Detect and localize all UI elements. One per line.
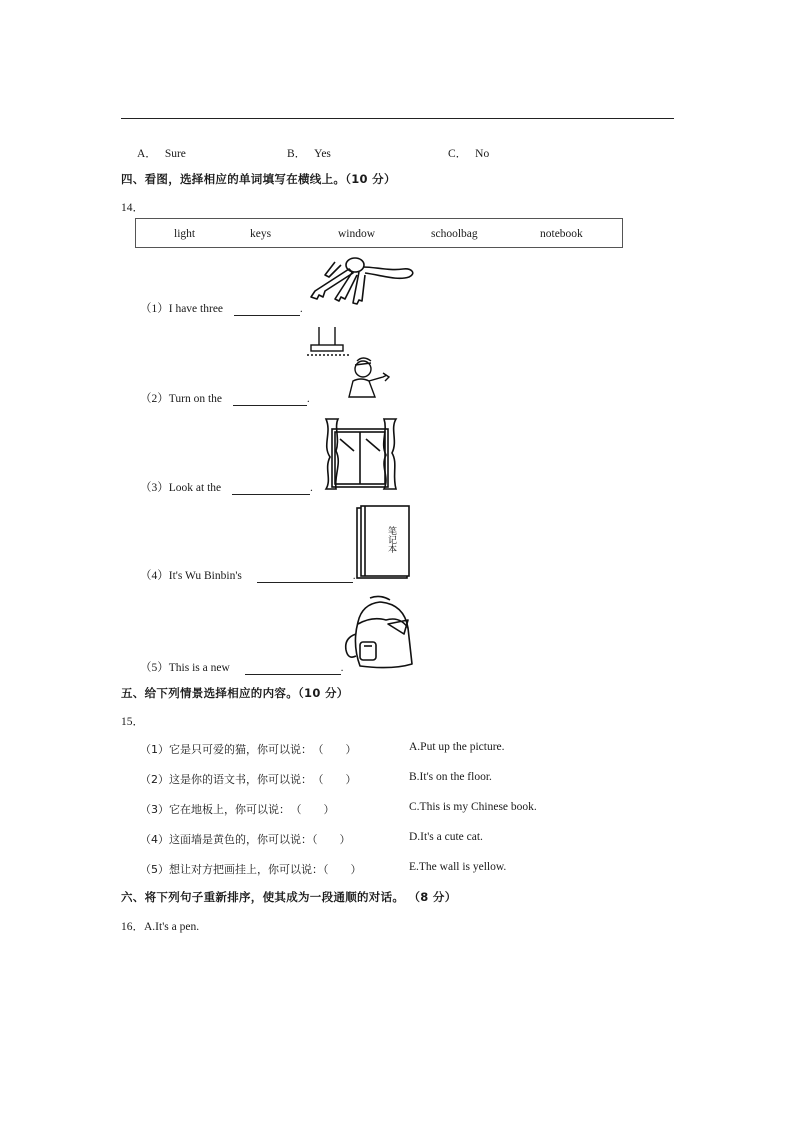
match-option-a: A.Put up the picture.	[409, 741, 505, 753]
answer-blank[interactable]	[233, 393, 307, 406]
option-c: C． No	[448, 148, 490, 160]
section6-heading: 六、将下列句子重新排序，使其成为一段通顺的对话。 （8 分）	[121, 890, 457, 904]
word-bank-item: notebook	[540, 228, 583, 240]
match-option-c: C.This is my Chinese book.	[409, 801, 537, 813]
light-picture	[305, 325, 395, 403]
answer-blank[interactable]	[232, 482, 310, 495]
question-number-14: 14．	[121, 202, 144, 214]
fill-item-2: （2）Turn on the .	[140, 393, 310, 405]
answer-paren[interactable]: （ ）	[296, 803, 335, 816]
word-bank-item: light	[174, 228, 196, 240]
notebook-cover-label: 笔记本	[386, 526, 396, 553]
schoolbag-picture	[342, 594, 416, 670]
match-option-e: E.The wall is yellow.	[409, 861, 507, 873]
fill-item-3: （3）Look at the .	[140, 482, 313, 494]
option-a: A． Sure	[137, 148, 186, 160]
window-picture	[318, 415, 404, 491]
question-16: 16．A.It's a pen.	[121, 921, 200, 933]
match-item-5: （5）想让对方把画挂上，你可以说：（ ）	[140, 863, 362, 876]
match-option-b: B.It's on the floor.	[409, 771, 492, 783]
answer-blank[interactable]	[234, 303, 300, 316]
word-bank-item: schoolbag	[431, 228, 478, 240]
answer-paren[interactable]: （ ）	[312, 833, 351, 846]
answer-blank[interactable]	[245, 662, 341, 675]
answer-paren[interactable]: （ ）	[323, 863, 362, 876]
match-item-2: （2）这是你的语文书，你可以说： （ ）	[140, 773, 357, 786]
match-item-1: （1）它是只可爱的猫，你可以说： （ ）	[140, 743, 357, 756]
match-item-3: （3）它在地板上，你可以说： （ ）	[140, 803, 335, 816]
match-option-d: D.It's a cute cat.	[409, 831, 483, 843]
answer-paren[interactable]: （ ）	[318, 743, 357, 756]
fill-item-4: （4）It's Wu Binbin's .	[140, 570, 356, 582]
keys-picture	[305, 253, 420, 308]
word-bank-item: window	[338, 228, 376, 240]
header-rule	[121, 118, 674, 119]
word-bank-item: keys	[250, 228, 272, 240]
fill-item-1: （1）I have three .	[140, 303, 303, 315]
section4-heading: 四、看图，选择相应的单词填写在横线上。（10 分）	[121, 172, 396, 186]
fill-item-5: （5）This is a new .	[140, 662, 344, 674]
answer-blank[interactable]	[257, 570, 353, 583]
section5-heading: 五、给下列情景选择相应的内容。（10 分）	[121, 686, 349, 700]
match-item-4: （4）这面墙是黄色的，你可以说：（ ）	[140, 833, 351, 846]
word-bank	[135, 218, 623, 248]
answer-paren[interactable]: （ ）	[318, 773, 357, 786]
option-b: B． Yes	[287, 148, 331, 160]
notebook-picture	[355, 504, 411, 580]
question-number-15: 15．	[121, 716, 144, 728]
